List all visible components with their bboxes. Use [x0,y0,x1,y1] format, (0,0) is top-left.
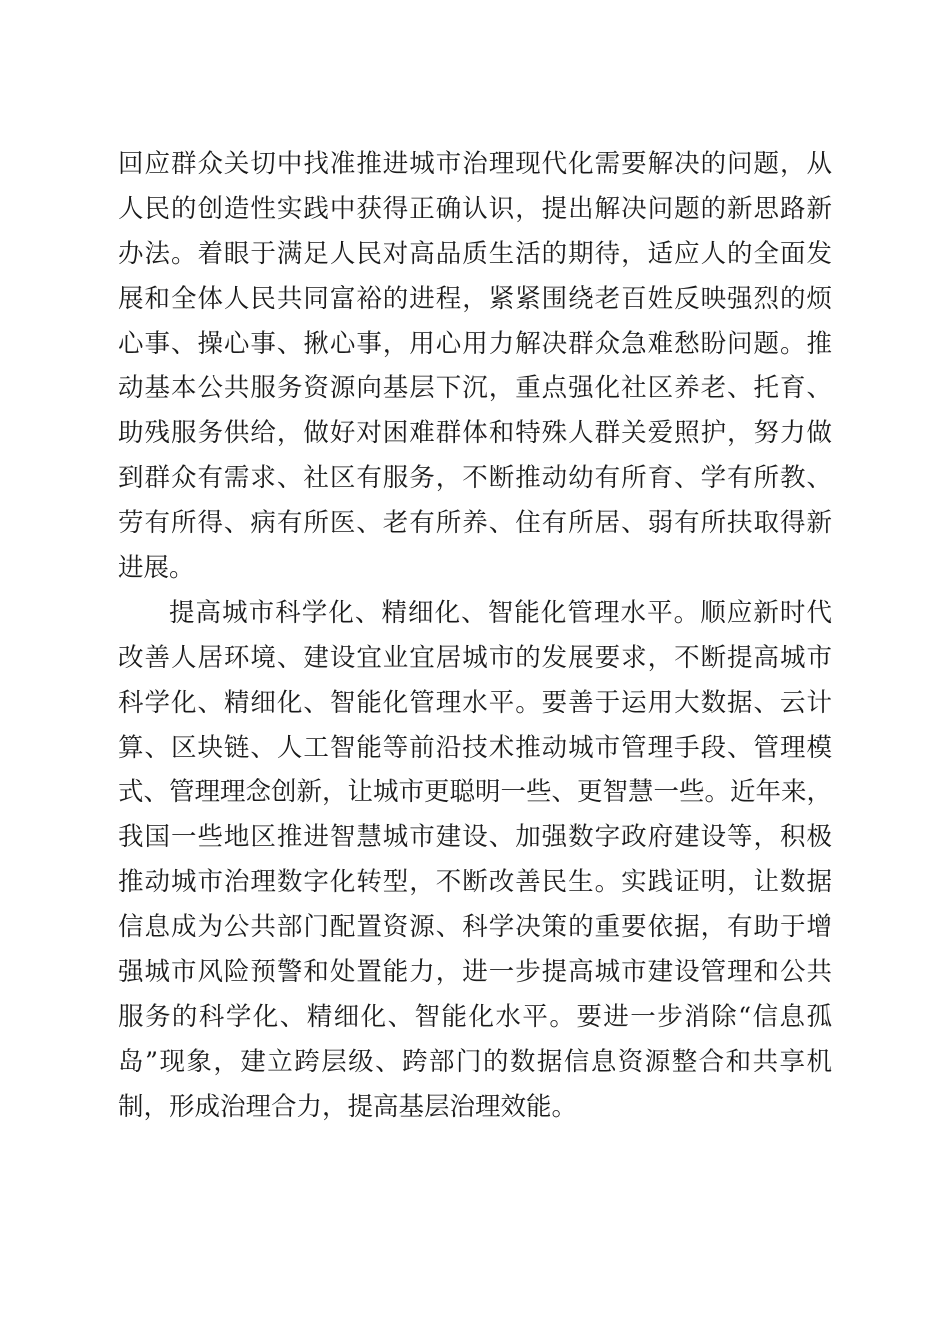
document-body [118,142,832,1130]
paragraph-line: 动基本公共服务资源向基层下沉，重点强化社区养老、托育、 [118,373,832,404]
paragraph-line: 展和全体人民共同富裕的进程，紧紧围绕老百姓反映强烈的烦 [118,283,832,314]
paragraph-line: 信息成为公共部门配置资源、科学决策的重要依据，有助于增 [118,912,832,943]
paragraph-line: 强城市风险预警和处置能力，进一步提高城市建设管理和公共 [118,957,832,988]
paragraph-line: 提高城市科学化、精细化、智能化管理水平。顺应新时代 [169,597,832,628]
paragraph-line: 推动城市治理数字化转型，不断改善民生。实践证明，让数据 [118,867,832,898]
paragraph-2 [118,591,832,1130]
paragraph-line: 我国一些地区推进智慧城市建设、加强数字政府建设等，积极 [118,822,832,853]
paragraph-line: 回应群众关切中找准推进城市治理现代化需要解决的问题，从 [118,149,832,179]
paragraph-line: 心事、操心事、揪心事，用心用力解决群众急难愁盼问题。推 [118,328,832,359]
paragraph-line: 进展。 [118,553,195,584]
paragraph-line: 科学化、精细化、智能化管理水平。要善于运用大数据、云计 [118,687,832,718]
paragraph-line: 岛”现象，建立跨层级、跨部门的数据信息资源整合和共享机 [118,1046,832,1077]
paragraph-line: 办法。着眼于满足人民对高品质生活的期待，适应人的全面发 [118,238,832,269]
paragraph-line: 助残服务供给，做好对困难群体和特殊人群关爱照护，努力做 [118,418,832,449]
paragraph-line: 式、管理理念创新，让城市更聪明一些、更智慧一些。近年来， [118,777,833,808]
paragraph-1 [118,142,832,591]
paragraph-line: 改善人居环境、建设宜业宜居城市的发展要求，不断提高城市 [118,642,832,673]
paragraph-line: 服务的科学化、精细化、智能化水平。要进一步消除“信息孤 [118,1001,832,1032]
paragraph-line: 算、区块链、人工智能等前沿技术推动城市管理手段、管理模 [118,732,832,763]
paragraph-line: 劳有所得、病有所医、老有所养、住有所居、弱有所扶取得新 [118,508,832,539]
paragraph-line: 到群众有需求、社区有服务，不断推动幼有所育、学有所教、 [118,463,832,494]
paragraph-line: 人民的创造性实践中获得正确认识，提出解决问题的新思路新 [118,193,832,224]
paragraph-line: 制，形成治理合力，提高基层治理效能。 [118,1091,578,1122]
